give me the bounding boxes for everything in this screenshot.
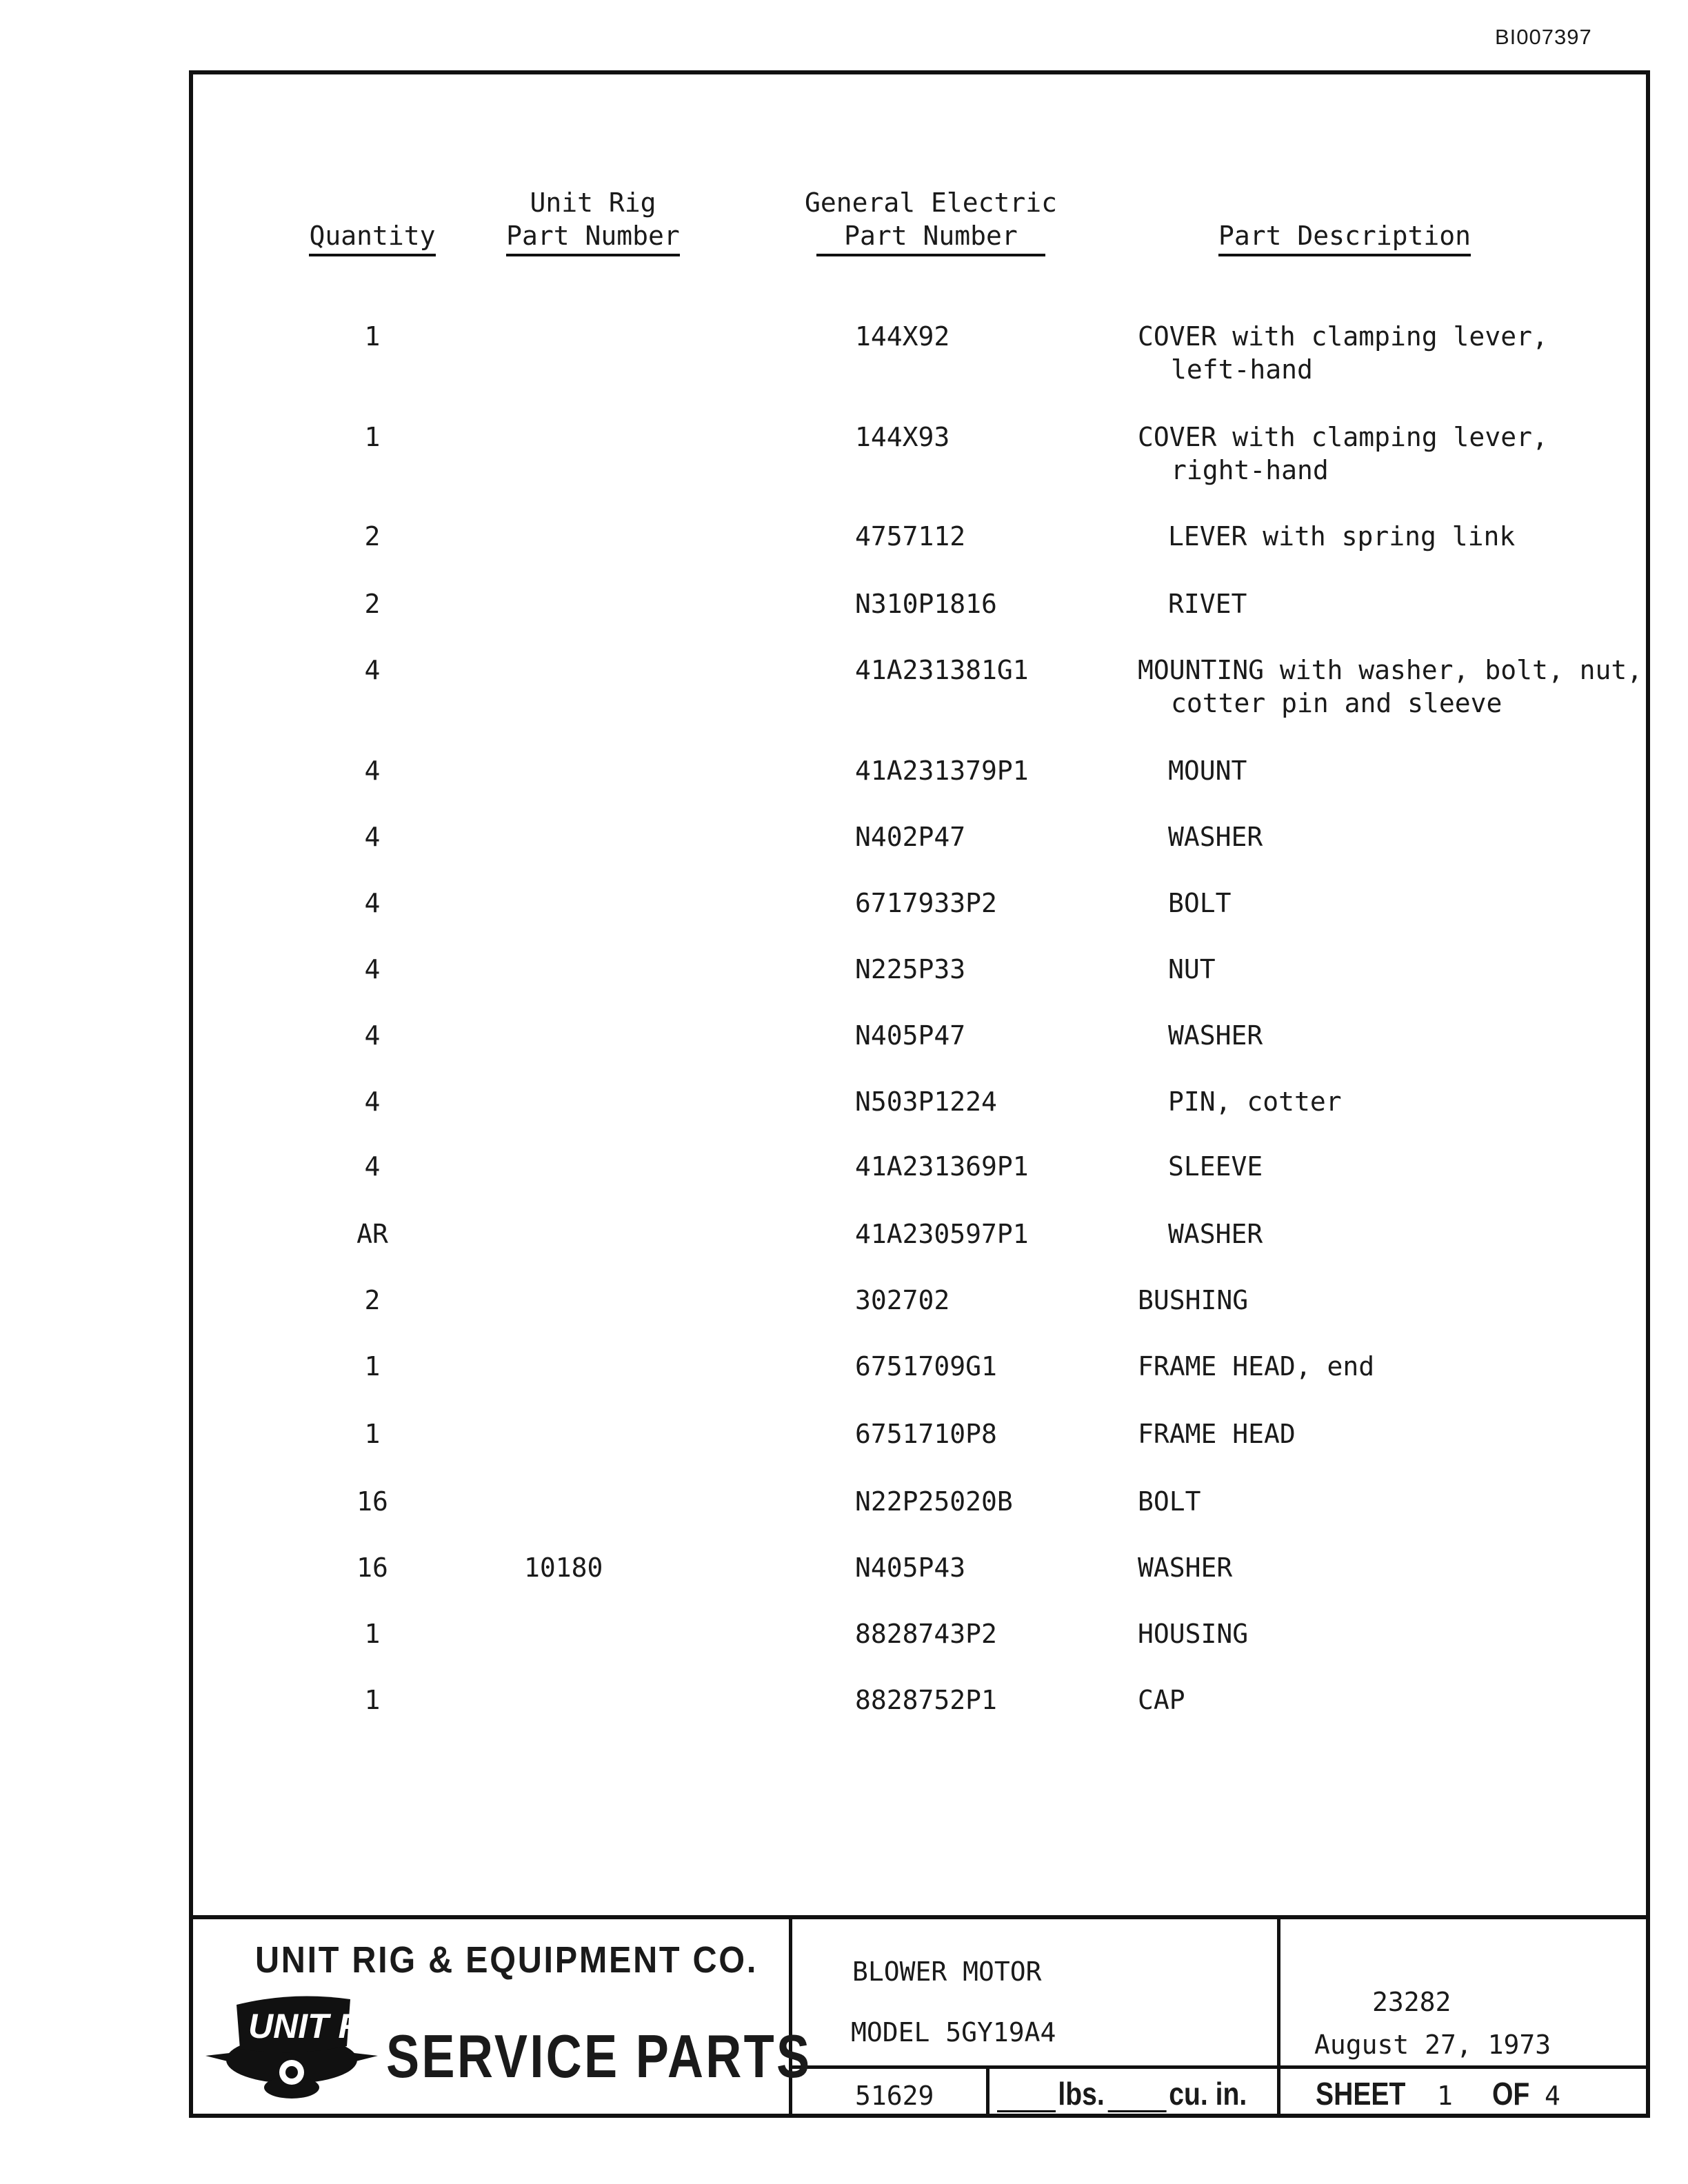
ge-part-cell: 41A231369P1 <box>855 1151 1029 1182</box>
form-number: 23282 <box>1372 1987 1451 2017</box>
header-ge-part-number: General Electric Part Number <box>793 186 1069 256</box>
product-name: BLOWER MOTOR <box>852 1957 1042 1987</box>
header-quantity: Quantity <box>290 219 455 256</box>
divider <box>1277 1919 1280 2118</box>
description-line: PIN, cotter <box>1168 1086 1342 1117</box>
description-continuation: right-hand <box>1171 455 1329 485</box>
description-continuation: left-hand <box>1171 354 1313 385</box>
sheet-label: SHEET <box>1316 2076 1406 2112</box>
description-cell <box>1168 1150 1263 1183</box>
part-code: 51629 <box>855 2081 934 2111</box>
sheet-total: 4 <box>1545 2081 1560 2111</box>
ge-part-cell: N405P47 <box>855 1020 966 1051</box>
ge-part-cell: 6751710P8 <box>855 1419 997 1449</box>
ge-part-cell: 41A230597P1 <box>855 1219 1029 1249</box>
quantity-cell: 1 <box>364 321 381 352</box>
description-line: LEVER with spring link <box>1168 521 1516 552</box>
model-number: MODEL 5GY19A4 <box>851 2017 1056 2048</box>
quantity-cell: 4 <box>364 756 381 786</box>
description-line: HOUSING <box>1138 1619 1249 1649</box>
description-line: MOUNT <box>1168 756 1247 786</box>
description-line: MOUNTING with washer, bolt, nut, <box>1138 655 1643 685</box>
quantity-cell: 2 <box>364 1285 381 1315</box>
ge-part-cell: 8828743P2 <box>855 1619 997 1649</box>
unit-rig-part-cell: 10180 <box>524 1553 603 1583</box>
ge-part-cell: 302702 <box>855 1285 950 1315</box>
description-line: RIVET <box>1168 589 1247 619</box>
ge-part-cell: N22P25020B <box>855 1486 1013 1517</box>
description-line: SLEEVE <box>1168 1151 1263 1182</box>
description-cell <box>1168 1019 1263 1052</box>
description-cell <box>1168 887 1232 920</box>
description-cell <box>1168 587 1247 620</box>
description-line: BOLT <box>1138 1486 1201 1517</box>
description-line: FRAME HEAD <box>1138 1419 1296 1449</box>
ge-part-cell: 41A231379P1 <box>855 756 1029 786</box>
ge-part-cell: 8828752P1 <box>855 1685 997 1715</box>
description-line: COVER with clamping lever, <box>1138 422 1548 452</box>
header-part-description: Part Description <box>1193 219 1496 256</box>
ge-part-cell: 144X93 <box>855 422 950 452</box>
description-line: CAP <box>1138 1685 1185 1715</box>
ge-part-cell: 41A231381G1 <box>855 655 1029 685</box>
quantity-cell: 1 <box>364 1685 381 1715</box>
ge-part-cell: 6717933P2 <box>855 888 997 918</box>
unit-rig-logo <box>205 1991 400 2108</box>
description-cell <box>1138 1485 1201 1518</box>
quantity-cell: 4 <box>364 655 381 685</box>
quantity-cell: 1 <box>364 422 381 452</box>
company-name: UNIT RIG & EQUIPMENT CO. <box>255 1939 758 1981</box>
description-cell <box>1168 1085 1342 1118</box>
issue-date: August 27, 1973 <box>1314 2030 1551 2060</box>
description-cell <box>1138 1284 1248 1317</box>
ge-part-cell: 4757112 <box>855 521 966 552</box>
ge-part-cell: N405P43 <box>855 1553 966 1583</box>
description-cell <box>1138 1551 1232 1584</box>
quantity-cell: 4 <box>364 1020 381 1051</box>
of-label: OF <box>1492 2076 1530 2112</box>
description-line: FRAME HEAD, end <box>1138 1351 1375 1382</box>
description-continuation: cotter pin and sleeve <box>1171 688 1503 718</box>
description-cell <box>1168 520 1515 553</box>
quantity-cell: 4 <box>364 822 381 852</box>
description-cell <box>1138 320 1548 386</box>
quantity-cell: 4 <box>364 954 381 984</box>
description-line: BUSHING <box>1138 1285 1249 1315</box>
quantity-cell: 16 <box>356 1553 388 1583</box>
ge-part-cell: N503P1224 <box>855 1086 997 1117</box>
ge-part-cell: N225P33 <box>855 954 966 984</box>
divider <box>986 2065 989 2118</box>
quantity-cell: 1 <box>364 1419 381 1449</box>
description-cell <box>1168 754 1247 787</box>
quantity-cell: 16 <box>356 1486 388 1517</box>
weight-volume: lbs. cu. in. <box>997 2075 1247 2112</box>
service-parts-title: SERVICE PARTS <box>386 2022 812 2090</box>
ge-part-cell: N310P1816 <box>855 589 997 619</box>
ge-part-cell: N402P47 <box>855 822 966 852</box>
quantity-cell: 4 <box>364 1151 381 1182</box>
title-block <box>193 1915 1647 2118</box>
description-cell <box>1138 1684 1185 1717</box>
sheet-number: 1 <box>1437 2081 1453 2111</box>
header-unit-rig-part-number: Unit Rig Part Number <box>483 186 703 256</box>
logo-text: UNIT RIG <box>248 2007 400 2045</box>
ge-part-cell: 144X92 <box>855 321 950 352</box>
quantity-cell: 1 <box>364 1351 381 1382</box>
description-cell <box>1138 421 1548 487</box>
description-line: BOLT <box>1168 888 1232 918</box>
description-line: COVER with clamping lever, <box>1138 321 1548 352</box>
description-line: WASHER <box>1138 1553 1233 1583</box>
divider <box>789 2065 1647 2069</box>
description-line: WASHER <box>1168 822 1263 852</box>
parts-sheet-frame <box>189 70 1650 2118</box>
description-cell <box>1138 1417 1296 1450</box>
document-id: BI007397 <box>1495 25 1592 49</box>
description-line: WASHER <box>1168 1020 1263 1051</box>
description-cell <box>1168 953 1216 986</box>
quantity-cell: 2 <box>364 589 381 619</box>
description-line: NUT <box>1168 954 1216 984</box>
quantity-cell: 1 <box>364 1619 381 1649</box>
description-line: WASHER <box>1168 1219 1263 1249</box>
quantity-cell: 4 <box>364 1086 381 1117</box>
quantity-cell: 4 <box>364 888 381 918</box>
description-cell <box>1138 1350 1374 1383</box>
quantity-cell: AR <box>356 1219 388 1249</box>
description-cell <box>1168 1217 1263 1251</box>
description-cell <box>1138 654 1642 720</box>
quantity-cell: 2 <box>364 521 381 552</box>
ge-part-cell: 6751709G1 <box>855 1351 997 1382</box>
description-cell <box>1138 1617 1248 1650</box>
description-cell <box>1168 820 1263 853</box>
